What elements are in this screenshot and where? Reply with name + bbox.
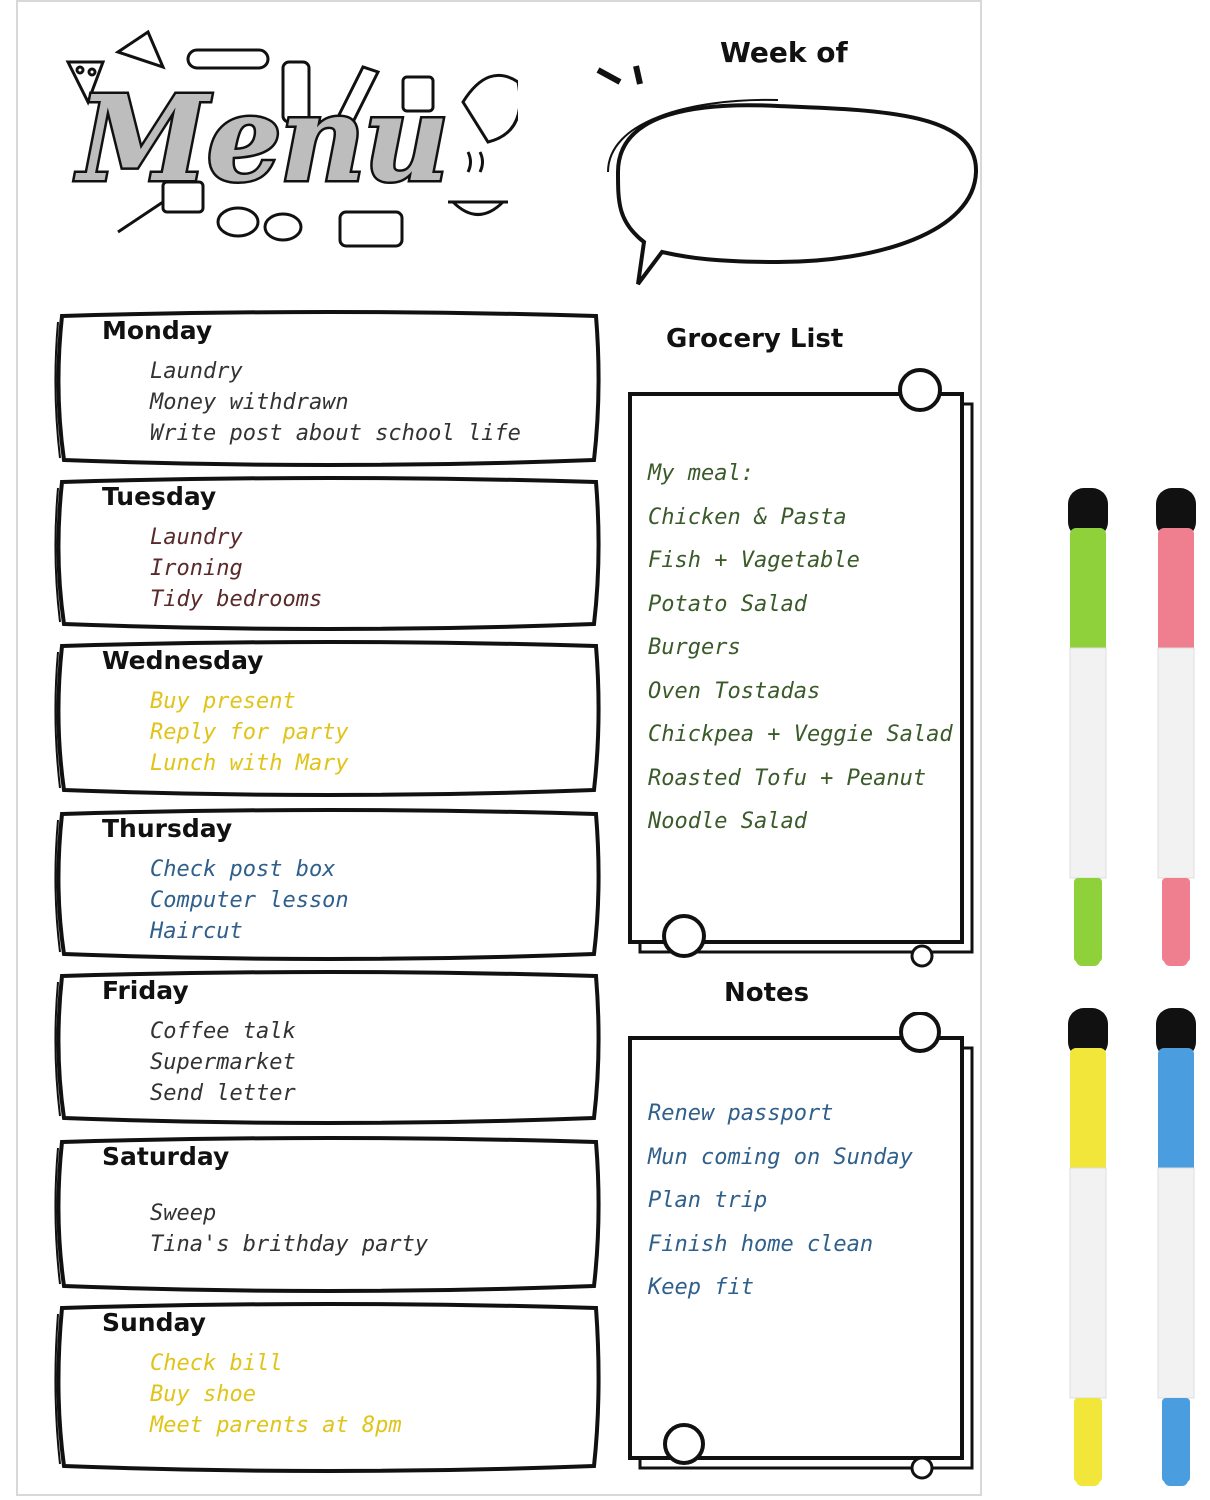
green-marker — [1062, 488, 1114, 972]
day-items — [150, 686, 349, 779]
grocery-list-heading: Grocery List — [666, 324, 844, 354]
day-item: Write post about school life — [150, 421, 521, 446]
day-box-thursday — [54, 808, 604, 962]
grocery-item: Fish + Vagetable — [648, 548, 860, 573]
day-item: Tina's brithday party — [150, 1232, 429, 1257]
day-item: Lunch with Mary — [150, 751, 349, 776]
day-item: Send letter — [150, 1081, 296, 1106]
day-item: Meet parents at 8pm — [150, 1413, 402, 1438]
notes-heading: Notes — [724, 978, 810, 1008]
day-item: Reply for party — [150, 720, 349, 745]
day-box-wednesday — [54, 640, 604, 798]
note-item: Keep fit — [648, 1275, 754, 1300]
day-items — [150, 1198, 428, 1260]
day-box-saturday — [54, 1136, 604, 1294]
note-item: Mun coming on Sunday — [648, 1144, 913, 1170]
menu-board — [16, 0, 982, 1496]
grocery-item: Chickpea + Veggie Salad — [648, 722, 953, 747]
day-items — [150, 1016, 296, 1109]
day-box-friday — [54, 970, 604, 1126]
week-speech-bubble — [578, 62, 998, 292]
day-box-sunday — [54, 1302, 604, 1474]
grocery-item: Burgers — [648, 635, 741, 660]
day-item: Check post box — [150, 857, 336, 882]
day-name: Friday — [102, 976, 189, 1005]
grocery-item: Roasted Tofu + Peanut — [648, 765, 927, 791]
notes-items — [648, 1092, 913, 1310]
day-box-tuesday — [54, 476, 604, 632]
menu-title: Menu — [78, 69, 448, 208]
grocery-item: Potato Salad — [648, 591, 807, 617]
grocery-list-card — [626, 368, 978, 970]
note-item: Plan trip — [648, 1188, 768, 1213]
day-name: Thursday — [102, 814, 233, 843]
pink-marker — [1150, 488, 1202, 972]
day-item: Laundry — [150, 359, 243, 384]
day-box-monday — [54, 310, 604, 468]
grocery-items — [648, 452, 953, 844]
grocery-item: Chicken & Pasta — [648, 504, 847, 530]
day-item: Buy present — [150, 689, 296, 714]
day-name: Wednesday — [102, 646, 264, 675]
day-item: Check bill — [150, 1351, 283, 1376]
day-item: Money withdrawn — [150, 390, 349, 415]
grocery-item: Oven Tostadas — [648, 678, 821, 704]
day-items — [150, 522, 322, 615]
day-item: Sweep — [150, 1201, 217, 1226]
day-item: Coffee talk — [150, 1019, 296, 1044]
day-name: Sunday — [102, 1308, 206, 1337]
yellow-marker — [1062, 1008, 1114, 1492]
notes-card — [626, 1012, 978, 1482]
day-item: Tidy bedrooms — [150, 587, 323, 612]
day-item: Computer lesson — [150, 888, 349, 913]
day-name: Tuesday — [102, 482, 217, 511]
day-name: Monday — [102, 316, 213, 345]
week-of-label: Week of — [720, 36, 848, 69]
grocery-item: Noodle Salad — [648, 809, 807, 834]
note-item: Finish home clean — [648, 1231, 874, 1257]
day-item: Buy shoe — [150, 1382, 256, 1407]
note-item: Renew passport — [648, 1101, 834, 1126]
day-items — [150, 854, 349, 947]
day-item: Supermarket — [150, 1050, 296, 1075]
day-name: Saturday — [102, 1142, 230, 1171]
day-item: Laundry — [150, 525, 243, 550]
day-items — [150, 1348, 402, 1441]
grocery-item: My meal: — [648, 461, 754, 486]
day-items — [150, 356, 521, 449]
day-item: Ironing — [150, 556, 243, 581]
blue-marker — [1150, 1008, 1202, 1492]
day-item: Haircut — [150, 919, 243, 944]
